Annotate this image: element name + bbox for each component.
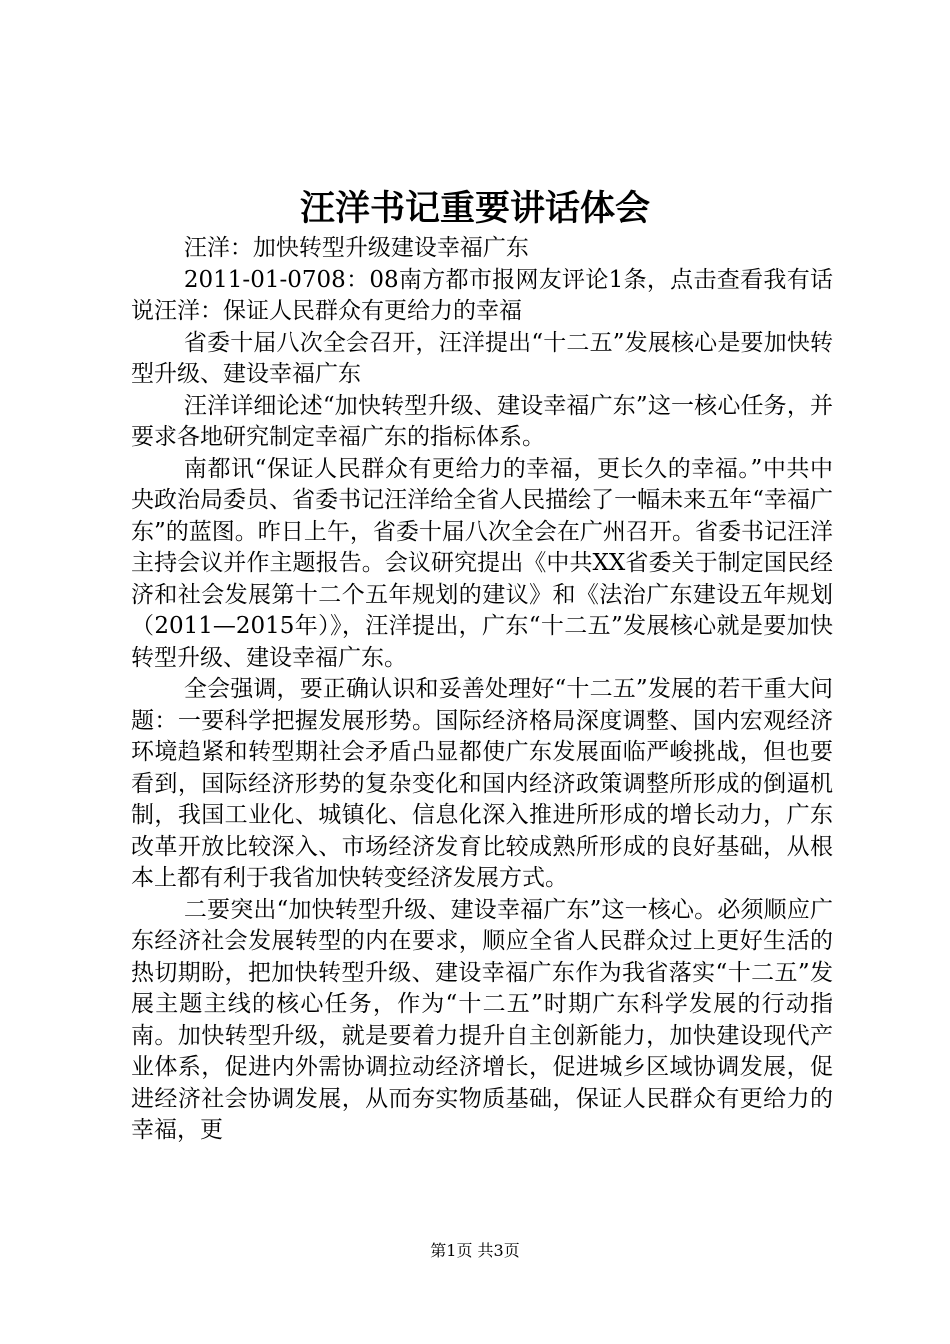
paragraph: 省委十届八次全会召开，汪洋提出“十二五”发展核心是要加快转型升级、建设幸福广东	[131, 329, 833, 387]
paragraph: 汪洋详细论述“加快转型升级、建设幸福广东”这一核心任务，并要求各地研究制定幸福广东的指标体系。	[131, 392, 833, 450]
paragraph: 南都讯“保证人民群众有更给力的幸福，更长久的幸福。”中共中央政治局委员、省委书记汪洋给全省人民描绘了一幅未来五年“幸福广东”的蓝图。昨日上午，省委十届八次全会在广州召开。省委书记汪洋主持会议并作主题报告。会议研究提出《中共XX省委关于制定国民经济和社会发展第十二个五年规划的建议》和《法治广东建设五年规划（2011—2015年）》，汪洋提出，广东“十二五”发展核心就是要加快转型升级、建设幸福广东。	[131, 455, 833, 671]
paragraph: 全会强调，要正确认识和妥善处理好“十二五”发展的若干重大问题：一要科学把握发展形势。国际经济格局深度调整、国内宏观经济环境趋紧和转型期社会矛盾凸显都使广东发展面临严峻挑战，但也要看到，国际经济形势的复杂变化和国内经济政策调整所形成的倒逼机制，我国工业化、城镇化、信息化深入推进所形成的增长动力，广东改革开放比较深入、市场经济发育比较成熟所形成的良好基础，从根本上都有利于我省加快转变经济发展方式。	[131, 676, 833, 891]
page-footer: 第1页 共3页	[430, 1241, 520, 1260]
paragraph: 二要突出“加快转型升级、建设幸福广东”这一核心。必须顺应广东经济社会发展转型的内在要求，顺应全省人民群众过上更好生活的热切期盼，把加快转型升级、建设幸福广东作为我省落实“十二五”发展主题主线的核心任务，作为“十二五”时期广东科学发展的行动指南。加快转型升级，就是要着力提升自主创新能力，加快建设现代产业体系，促进内外需协调拉动经济增长，促进城乡区域协调发展，促进经济社会协调发展，从而夯实物质基础，保证人民群众有更给力的幸福，更	[131, 896, 833, 1143]
paragraph: 2011-01-0708：08南方都市报网友评论1条，点击查看我有话说汪洋：保证人民群众有更给力的幸福	[131, 266, 833, 324]
paragraph: 汪洋：加快转型升级建设幸福广东	[183, 235, 529, 261]
document-body	[131, 233, 833, 1147]
document-title: 汪洋书记重要讲话体会	[299, 188, 650, 229]
